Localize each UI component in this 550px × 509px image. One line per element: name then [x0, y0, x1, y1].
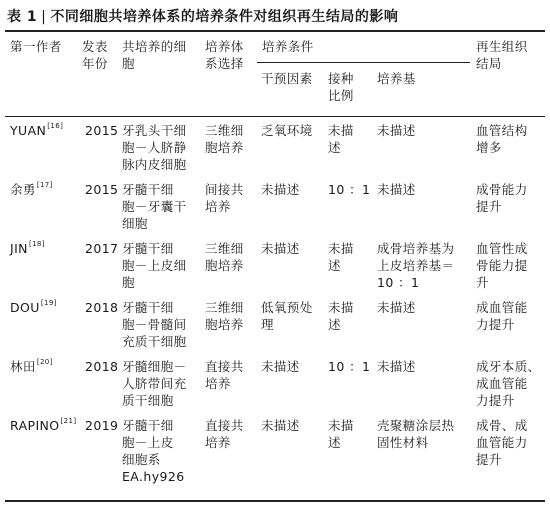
table-row-ratio: 未描 述 [328, 241, 354, 273]
header-conditions: 培养条件 [262, 39, 314, 54]
reference-mark: [18] [28, 240, 45, 248]
table-row-author [10, 240, 45, 257]
caption-label: 表 1 [7, 9, 38, 25]
table-row-intervention: 未描述 [261, 182, 300, 197]
reference-mark: [20] [36, 358, 53, 366]
table-row-substrate: 未描述 [377, 300, 416, 315]
table-row-substrate: 未描述 [377, 123, 416, 138]
table-row-outcome: 血管性成 骨能力提 升 [476, 241, 528, 290]
table-row-system: 三维细 胞培养 [205, 123, 244, 155]
header-author: 第一作者 [10, 39, 62, 54]
bottom-rule [5, 500, 545, 502]
reference-mark: [16] [47, 122, 64, 130]
table-row-outcome: 血管结构 增多 [476, 123, 528, 155]
table-row-cells: 牙髓细胞－ 人脐带间充 质干细胞 [122, 359, 187, 408]
table-row-system: 直接共 培养 [205, 418, 244, 450]
table-row-cells: 牙髓干细 胞－上皮细 胞 [122, 241, 187, 290]
table-row-system: 三维细 胞培养 [205, 300, 244, 332]
table-row-outcome: 成血管能 力提升 [476, 300, 528, 332]
table-row-outcome: 成牙本质、 成血管能 力提升 [476, 359, 541, 408]
reference-mark: [19] [40, 299, 57, 307]
table-row-year: 2015 [85, 123, 119, 138]
table-row-substrate: 壳聚糖涂层热 固性材料 [377, 418, 455, 450]
table-row-system: 间接共 培养 [205, 182, 244, 214]
table-row-year: 2017 [85, 241, 119, 256]
caption-separator: | [41, 9, 47, 25]
table-row-intervention: 低氧预处 理 [261, 300, 313, 332]
header-intervention: 干预因素 [261, 71, 313, 86]
table-row-substrate: 成骨培养基为 上皮培养基＝ 10 ：1 [377, 241, 455, 290]
table-row-cells: 牙髓干细 胞－牙囊干 细胞 [122, 182, 187, 231]
author-name: 林田 [10, 359, 36, 374]
author-name: YUAN [10, 123, 47, 138]
table-row-ratio: 10 ：1 [328, 359, 371, 374]
header-year: 发表 年份 [82, 39, 108, 71]
table-row-author [10, 299, 57, 316]
conditions-underline [257, 62, 470, 63]
table-row-year: 2018 [85, 300, 119, 315]
table-row-substrate: 未描述 [377, 359, 416, 374]
table-row-system: 三维细 胞培养 [205, 241, 244, 273]
reference-mark: [21] [60, 417, 77, 425]
table-row-year: 2019 [85, 418, 119, 433]
table-row-outcome: 成骨能力 提升 [476, 182, 528, 214]
table-row-intervention: 乏氧环境 [261, 123, 313, 138]
table-caption [7, 6, 398, 26]
author-name: RAPINO [10, 418, 60, 433]
table-row-intervention: 未描述 [261, 241, 300, 256]
top-rule [5, 30, 545, 32]
table-row-intervention: 未描述 [261, 418, 300, 433]
table-row-author [10, 358, 53, 375]
table-row-cells: 牙乳头干细 胞－人脐静 脉内皮细胞 [122, 123, 187, 172]
header-bottom-rule [5, 116, 545, 117]
author-name: JIN [10, 241, 28, 256]
table-row-cells: 牙髓干细 胞－上皮 细胞系 EA.hy926 [122, 418, 185, 484]
reference-mark: [17] [36, 181, 53, 189]
author-name: 余勇 [10, 182, 36, 197]
table-row-year: 2015 [85, 182, 119, 197]
table-row-ratio: 10 ：1 [328, 182, 371, 197]
table-row-ratio: 未描 述 [328, 123, 354, 155]
header-substrate: 培养基 [377, 71, 416, 86]
header-system: 培养体 系选择 [205, 39, 244, 71]
table-row-year: 2018 [85, 359, 119, 374]
author-name: DOU [10, 300, 40, 315]
header-outcome: 再生组织 结局 [476, 39, 528, 71]
table-row-intervention: 未描述 [261, 359, 300, 374]
table-row-ratio: 未描 述 [328, 300, 354, 332]
table-row-outcome: 成骨、成 血管能力 提升 [476, 418, 528, 467]
table-row-author [10, 417, 77, 434]
table-row-ratio: 未描 述 [328, 418, 354, 450]
table-row-system: 直接共 培养 [205, 359, 244, 391]
table-row-substrate: 未描述 [377, 182, 416, 197]
header-ratio: 接种 比例 [328, 71, 354, 103]
caption-title: 不同细胞共培养体系的培养条件对组织再生结局的影响 [50, 9, 399, 25]
header-cells: 共培养的细 胞 [122, 39, 187, 71]
table-row-cells: 牙髓干细 胞－骨髓间 充质干细胞 [122, 300, 187, 349]
table-row-author [10, 122, 63, 139]
table-row-author [10, 181, 53, 198]
